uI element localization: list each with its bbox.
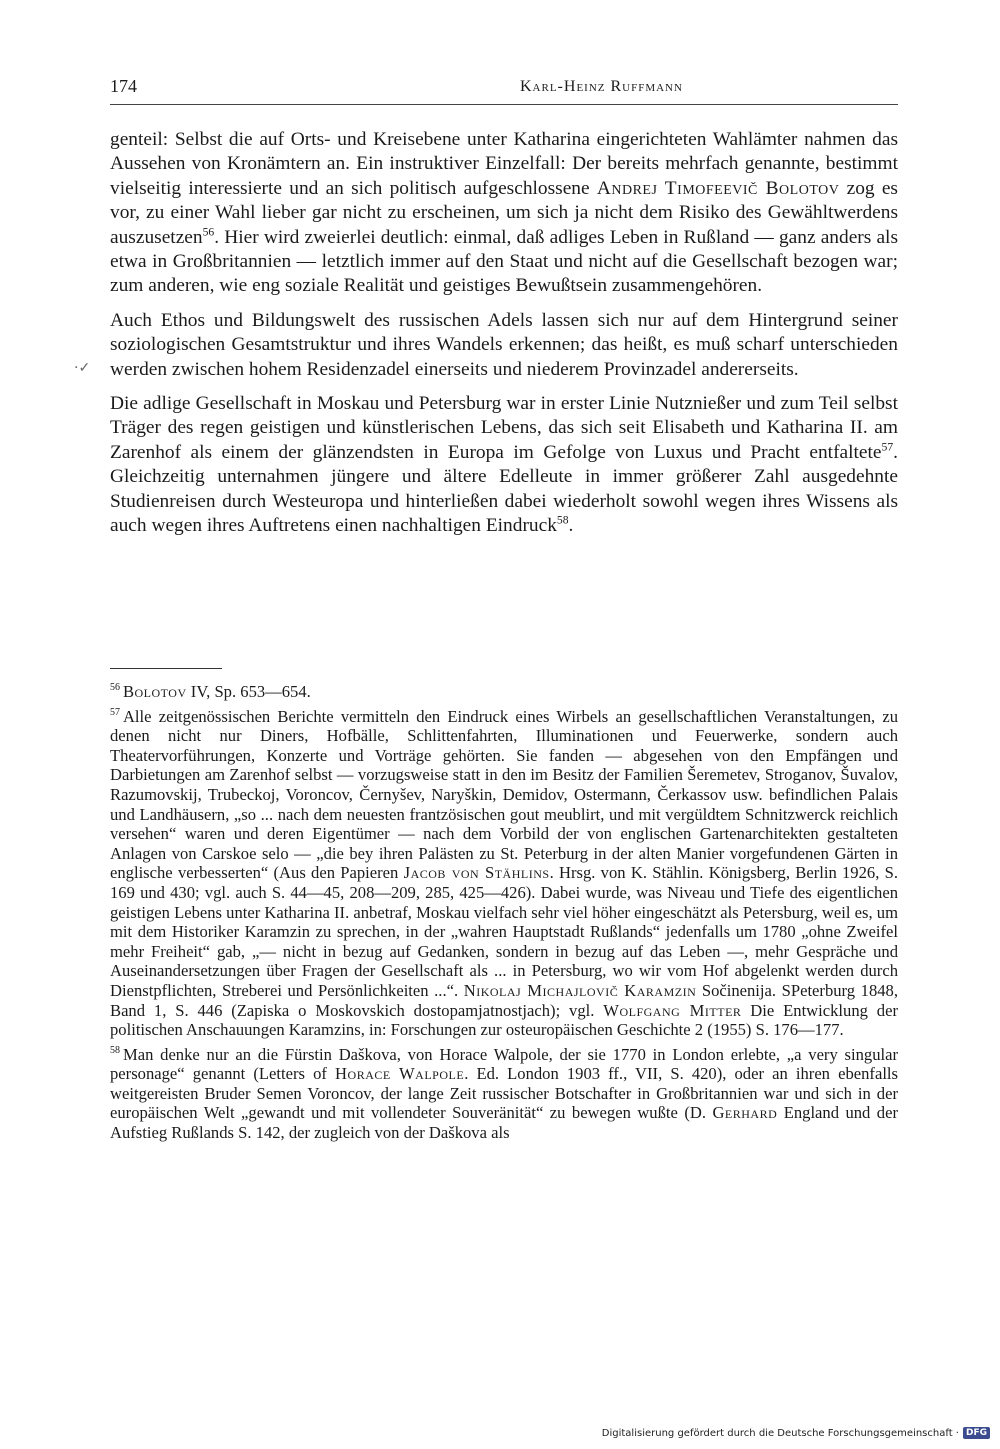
digitization-credit bbox=[602, 1427, 990, 1439]
footnote-divider bbox=[110, 668, 222, 669]
paragraph: Die adlige Gesellschaft in Moskau und Petersburg war in erster Linie Nutznießer und zum Teil selbst Träger des regen geistigen und künstlerischen Lebens, das sich seit Elisabeth und Katharina II. am Zarenhof als einem der glänzendsten in Europa im Gefolge von Luxus und Pracht entfaltete$^{57}$. Gleichzeitig unternahmen jüngere und ältere Edelleute in immer größerer Zahl ausgedehnte Studienreisen durch Westeuropa und hinterließen dabei wiederholt sowohl wegen ihres Wissens als auch wegen ihres Auftretens einen nachhaltigen Eindruck$^{58}$. bbox=[110, 393, 898, 537]
running-head: Karl-Heinz Ruffmann bbox=[520, 78, 683, 95]
paragraph: genteil: Selbst die auf Orts- und Kreisebene unter Katharina eingerichteten Wahlämter nahmen das Aussehen von Kronämtern an. Ein instruktiver Einzelfall: Der bereits mehrfach genannte, bestimmt vielseitig interessierte und an sich politisch aufgeschlossene Andrej Timofeevič Bolotov zog es vor, zu einer Wahl lieber gar nicht zu erscheinen, um sich ja nicht dem Risiko des Gewähltwerdens auszusetzen$^{56}$. Hier wird zweierlei deutlich: einmal, daß adliges Leben in Rußland — ganz anders als etwa in Großbritannien — letztlich immer auf den Staat und nicht auf die Gesellschaft bezogen war; zum anderen, wie eng soziale Realität und geistiges Bewußtsein zusammengehören. bbox=[110, 129, 898, 297]
author-name: Andrej Timofeevič Bolotov bbox=[596, 177, 840, 199]
footnote-56: $^{56}$ Bolotov IV, Sp. 653—654. bbox=[110, 682, 311, 701]
credit-text: Digitalisierung gefördert durch die Deutsche Forschungsgemeinschaft · bbox=[601, 1427, 959, 1439]
footnote-ref[interactable]: 56 bbox=[202, 225, 215, 239]
main-text bbox=[110, 128, 898, 539]
footnote-number: 58 bbox=[110, 1045, 120, 1057]
dfg-logo-icon: DFG bbox=[963, 1427, 990, 1439]
footnote-ref[interactable]: 58 bbox=[556, 513, 569, 527]
footnote-57: $^{57}$ Alle zeitgenössischen Berichte vermitteln den Eindruck eines Wirbels an gesellschaftlichen Veranstaltungen, zu denen nicht nur Diners, Hofbälle, Schlittenfahrten, Illuminationen und Feuerwerke, sondern auch Theatervorführungen, Konzerte und Vorträge gehörten. Sie fanden — abgesehen von den Empfängen und Darbietungen am Zarenhof selbst — vorzugsweise statt in den im Besitz der Familien Šeremetev, Stroganov, Šuvalov, Razumovskij, Trubeckoj, Voroncov, Černyšev, Naryškin, Demidov, Ostermann, Čerkassov usw. befindlichen Palais und Landhäusern, „so ... nach dem neuesten frantzösischen gout meublirt, und mit vergüldtem Schnitzwerck reichlich versehen“ waren und deren Eigentümer — nach dem Vorbild der von englischen Gartenarchitekten gestalteten Anlagen von Carskoe selo — „die bey ihren Palästen zu St. Peterburg in der alten Manier vorgefundenen Gärten in englische verbesserten“ (Aus den Papieren Jacob von Stählins. Hrsg. von K. Stählin. Königsberg, Berlin 1926, S. 169 und 430; vgl. auch S. 44—45, 208—209, 285, 425—426). Dabei wurde, was Niveau und Tiefe des eigentlichen geistigen Lebens unter Katharina II. anbetraf, Moskau vielfach sehr viel höher eingeschätzt als Petersburg, weil es, um mit dem Historiker Karamzin zu sprechen, in der „wahren Hauptstadt Rußlands“ jedenfalls um 1780 „ohne Zweifel mehr Freiheit“ gab, „— nicht in bezug auf Gedanken, sondern in bezug auf das Leben —, mehr Gespräche und Auseinandersetzungen über Fragen der Gesellschaft als ... in Petersburg, wo wir vom Hof abgelenkt werden durch Dienstpflichten, Streberei und Persönlichkeiten ...“. Nikolaj Michajlovič Karamzin Sočinenija. SPeterburg 1848, Band 1, S. 446 (Zapiska o Moskovskich dostopamjatnostjach); vgl. Wolfgang Mitter Die Entwicklung der politischen Anschauungen Karamzins, in: Forschungen zur osteuropäischen Geschichte 2 (1955) S. 176—177. bbox=[110, 706, 899, 1040]
footnote-number: 57 bbox=[110, 707, 120, 719]
page-number: 174 bbox=[110, 76, 137, 96]
footnotes bbox=[110, 682, 898, 1143]
page-header bbox=[110, 76, 898, 105]
footnote-ref[interactable]: 57 bbox=[881, 440, 894, 454]
paragraph: Auch Ethos und Bildungswelt des russischen Adels lassen sich nur auf dem Hintergrund seiner soziologischen Gesamtstruktur und ihres Wandels erkennen; das heißt, es muß scharf unterschieden werden zwischen hohem Residenzadel einerseits und niederem Provinzadel andererseits. bbox=[110, 309, 898, 380]
footnote-number: 56 bbox=[110, 682, 120, 694]
margin-annotation: ·✓ bbox=[74, 360, 91, 376]
footnote-58: $^{58}$ Man denke nur an die Fürstin Daškova, von Horace Walpole, der sie 1770 in London erlebte, „a very singular personage“ genannt (Letters of Horace Walpole. Ed. London 1903 ff., VII, S. 420), oder an ihren ebenfalls weitgereisten Bruder Semen Voroncov, der lange Zeit russischer Botschafter in Großbritannien war und sich in der europäischen Welt „gewandt und mit vollendeter Souveränität“ zu bewegen wußte (D. Gerhard England und der Aufstieg Rußlands S. 142, der zugleich von der Daškova als bbox=[110, 1044, 898, 1143]
